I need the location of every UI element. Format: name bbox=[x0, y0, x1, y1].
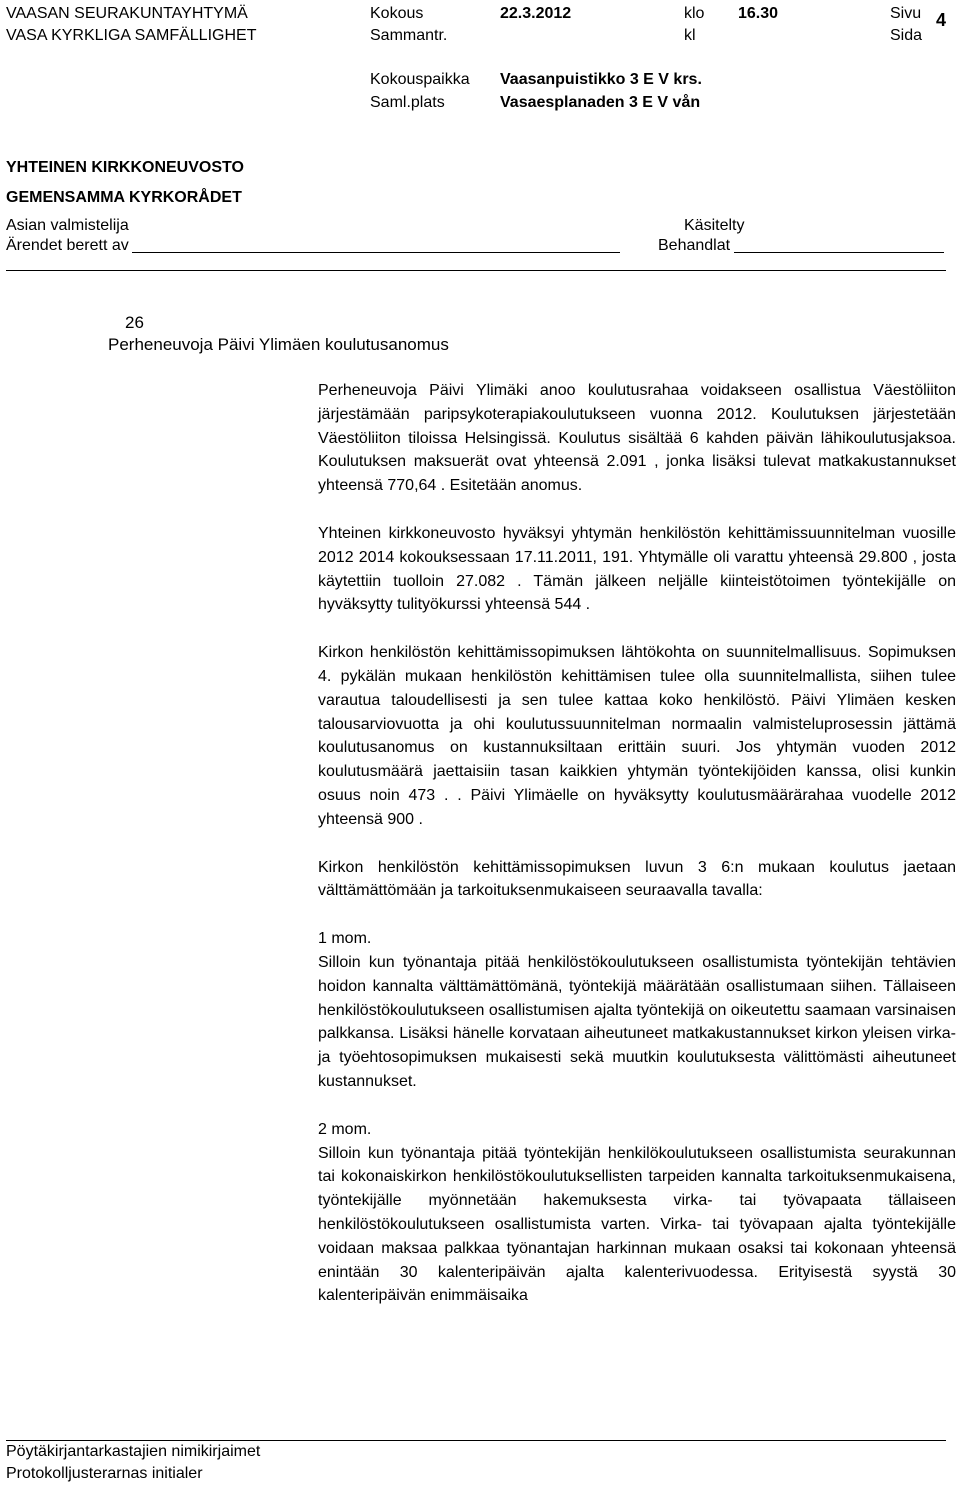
place-label-sv: Saml.plats bbox=[370, 94, 445, 111]
place-label-fi: Kokouspaikka bbox=[370, 71, 470, 88]
paragraph-agreement-basis: Kirkon henkilöstön kehittämissopimuksen lähtökohta on suunnitelmallisuus. Sopimuksen 4. pykälän mukaan henkilöstön kehittämisen tulee olla suunnitelmallista, siihen tulee varautua taloudellisesti ja sen tulee kattaa koko henkilöstö. Päivi Ylimäen kesken talousarviovuotta ja ohi koulutussuunnitelman normaalin valmisteluprosessin jättämä koulutusanomus on kustannuksiltaan erittäin suuri. Jos yhtymän vuoden 2012 koulutusmäärä jaettaisiin tasan kaikkien yhtymän työntekijöiden kanssa, olisi kunkin osuus noin 473 . . Päivi Ylimäelle on hyväksytty koulutusmäärärahaa vuodelle 2012 yhteensä 900 . bbox=[318, 644, 956, 828]
moment-2-label: 2 mom. bbox=[318, 1120, 372, 1138]
item-body bbox=[318, 379, 956, 1308]
time-label-fi: klo bbox=[684, 5, 705, 22]
org-name-fi: VAASAN SEURAKUNTAYHTYMÄ bbox=[6, 5, 248, 22]
handled-label-fi: Käsitelty bbox=[684, 217, 745, 234]
handled-line bbox=[734, 252, 944, 253]
meeting-place-sv: Vasaesplanaden 3 E V vån bbox=[500, 94, 701, 111]
moment-2-text: Silloin kun työnantaja pitää työntekijän henkilökoulutukseen osallistumista seurakunnan tai kokonaiskirkon henkilöstökoulutuksellisten tarpeiden kannalta tarkoituksenmukaisena, työntekijälle myönnetään hakemuksesta virka- tai työvapaata tällaiseen henkilöstökoulutukseen osallistumista varten. Virka- tai työvapaan ajalta työntekijälle voidaan maksaa palkkaa työnantajan harkinnan mukaan osaksi tai kokonaan yhteensä enintään 30 kalenteripäivän ajalta kalenterivuodessa. Erityisestä syystä 30 kalenteripäivän enimmäisaika bbox=[318, 1144, 956, 1305]
meeting-place-fi: Vaasanpuistikko 3 E V krs. bbox=[500, 71, 702, 88]
meeting-label-fi: Kokous bbox=[370, 5, 424, 22]
item-number: 26 bbox=[125, 313, 144, 332]
paragraph-chapter-3: Kirkon henkilöstön kehittämissopimuksen luvun 3 6:n mukaan koulutus jaetaan välttämättömään ja tarkoituksenmukaiseen seuraavalla tavalla: bbox=[318, 858, 956, 900]
page-label-fi: Sivu bbox=[890, 5, 922, 22]
meeting-label-sv: Sammantr. bbox=[370, 27, 448, 44]
preparer-label-fi: Asian valmistelija bbox=[6, 217, 129, 234]
paragraph-application: Perheneuvoja Päivi Ylimäki anoo koulutusrahaa voidakseen osallistua Väestöliiton järjestämään paripsykoterapiakoulutukseen vuonna 2012. Koulutuksen järjestetään Väestöliiton tiloissa Helsingissä. Koulutus sisältää 6 kahden päivän lähikoulutusjaksoa. Koulutuksen maksuerät ovat yhteensä 2.091 , jonka lisäksi tulevat matkakustannukset yhteensä 770,64 . Esitetään anomus. bbox=[318, 382, 956, 495]
body-title-fi: YHTEINEN KIRKKONEUVOSTO bbox=[6, 159, 244, 176]
preparer-line bbox=[132, 252, 620, 253]
preparer-label-sv: Ärendet berett av bbox=[6, 237, 129, 254]
footer-divider bbox=[6, 1440, 946, 1441]
body-title-sv: GEMENSAMMA KYRKORÅDET bbox=[6, 189, 242, 206]
time-label-sv: kl bbox=[684, 27, 696, 44]
paragraph-development-plan: Yhteinen kirkkoneuvosto hyväksyi yhtymän henkilöstön kehittämissuunnitelman vuosille 2012 2014 kokouksessaan 17.11.2011, 191. Yhtymälle oli varattu yhteensä 29.800 , josta käytettiin tuolloin 27.082 . Tämän jälkeen neljälle kiinteistötoimen työntekijälle on hyväksytty tulityökurssi yhteensä 544 . bbox=[318, 524, 956, 614]
footer-initials-sv: Protokolljusterarnas initialer bbox=[6, 1465, 203, 1482]
meeting-time: 16.30 bbox=[738, 5, 779, 22]
org-name-sv: VASA KYRKLIGA SAMFÄLLIGHET bbox=[6, 27, 257, 44]
page-number: 4 bbox=[936, 10, 947, 30]
moment-1-text: Silloin kun työnantaja pitää henkilöstökoulutukseen osallistumista työntekijän tehtävien hoidon kannalta välttämättömänä, työntekijä määrätään osallistumaan siihen. Tällaiseen henkilöstökoulutukseen osallistumisen ajalta työntekijä on oikeutettu saamaan varsinaisen palkkansa. Lisäksi hänelle korvataan aiheutuneet matkakustannukset kirkon yleisen virka- ja työehtosopimuksen mukaisesti sekä muutkin koulutuksesta välittömästi aiheutuneet kustannukset. bbox=[318, 953, 956, 1090]
moment-1-label: 1 mom. bbox=[318, 930, 372, 948]
item-title: Perheneuvoja Päivi Ylimäen koulutusanomus bbox=[108, 335, 449, 354]
header-divider bbox=[6, 270, 946, 271]
footer-initials-fi: Pöytäkirjantarkastajien nimikirjaimet bbox=[6, 1443, 261, 1460]
meeting-date: 22.3.2012 bbox=[500, 5, 572, 22]
page-label-sv: Sida bbox=[890, 27, 923, 44]
handled-label-sv: Behandlat bbox=[658, 237, 731, 254]
